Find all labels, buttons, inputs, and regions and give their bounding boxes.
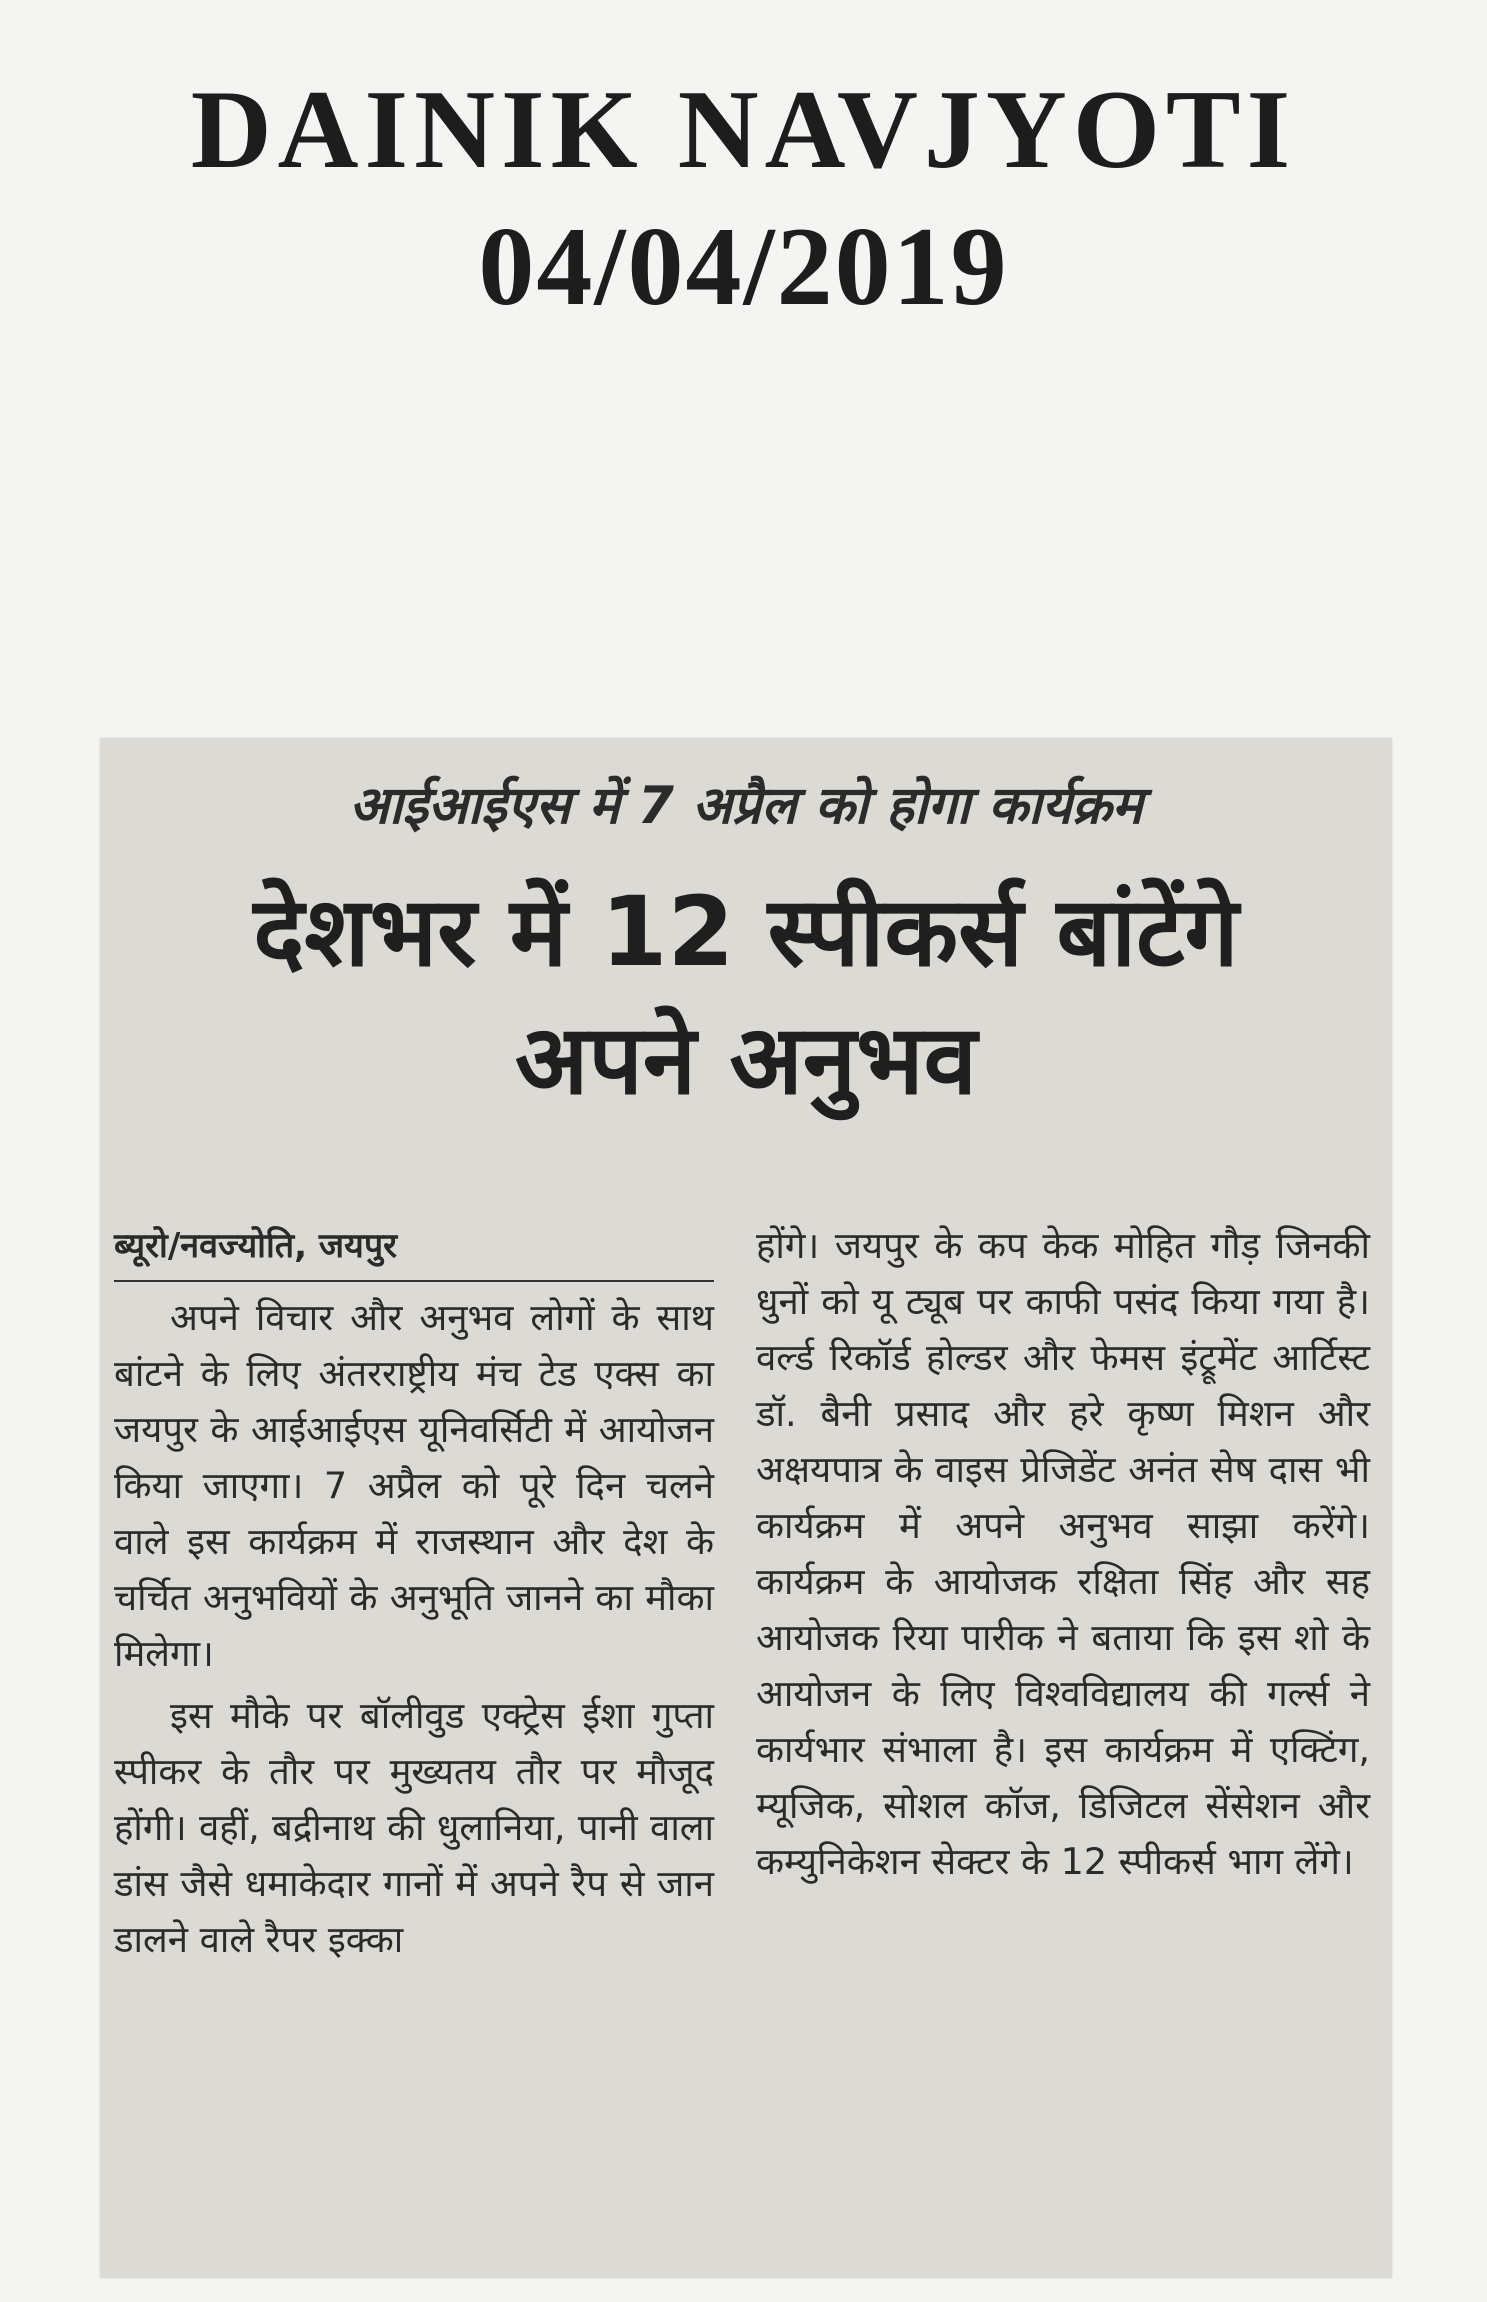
masthead	[0, 70, 1487, 332]
headline-line-1: देशभर में 12 स्पीकर्स बांटेंगे	[253, 876, 1239, 988]
article-paragraph: होंगे। जयपुर के कप केक मोहित गौड़ जिनकी धुनों को यू ट्यूब पर काफी पसंद किया गया है। वर्ल्ड रिकॉर्ड होल्डर और फेमस इंट्रूमेंट आर्टिस्ट डॉ. बैनी प्रसाद और हरे कृष्ण मिशन और अक्षयपात्र के वाइस प्रेजिडेंट अनंत सेष दास भी कार्यक्रम में अपने अनुभव साझा करेंगे। कार्यक्रम के आयोजक रक्षिता सिंह और सह आयोजक रिया पारीक ने बताया कि इस शो के आयोजन के लिए विश्वविद्यालय की गर्ल्स ने कार्यभार संभाला है। इस कार्यक्रम में एक्टिंग, म्यूजिक, सोशल कॉज, डिजिटल सेंसेशन और कम्युनिकेशन सेक्टर के 12 स्पीकर्स भाग लेंगे।	[756, 1224, 1370, 1883]
article-column-left	[114, 1218, 714, 1974]
publication-date: 04/04/2019	[478, 205, 1009, 329]
article-paragraph: अपने विचार और अनुभव लोगों के साथ बांटने के लिए अंतरराष्ट्रीय मंच टेड एक्स का जयपुर के आईआईएस यूनिवर्सिटी में आयोजन किया जाएगा। 7 अप्रैल को पूरे दिन चलने वाले इस कार्यक्रम में राजस्थान और देश के चर्चित अनुभवियों के अनुभूति जानने का मौका मिलेगा।	[114, 1296, 714, 1675]
article-kicker: आईआईएस में 7 अप्रैल को होगा कार्यक्रम	[349, 776, 1143, 836]
article-paragraph: इस मौके पर बॉलीवुड एक्ट्रेस ईशा गुप्ता स्पीकर के तौर पर मुख्यतय तौर पर मौजूद होंगी। वहीं, बद्रीनाथ की धुलानिया, पानी वाला डांस जैसे धमाकेदार गानों में अपने रैप से जान डालने वाले रैपर इक्का	[114, 1694, 714, 1961]
article-column-right	[756, 1218, 1370, 1896]
newspaper-name: DAINIK NAVJYOTI	[190, 68, 1297, 192]
headline-line-2: अपने अनुभव	[514, 1004, 978, 1116]
newspaper-clipping	[100, 738, 1392, 2278]
article-byline: ब्यूरो/नवज्योति, जयपुर	[114, 1218, 714, 1282]
article-headline	[100, 868, 1392, 1124]
